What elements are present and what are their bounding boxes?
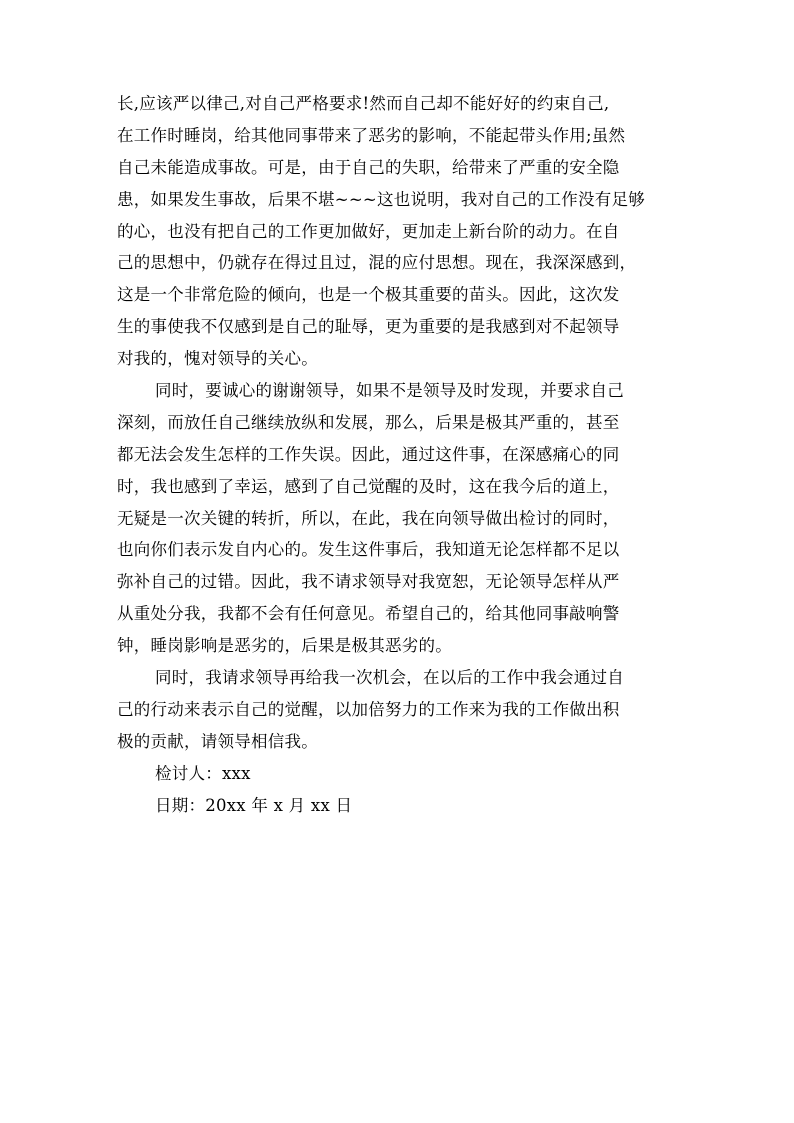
text-line: 弥补自己的过错。因此，我不请求领导对我宽恕，无论领导怎样从严 <box>117 572 620 592</box>
text-line: 极的贡献，请领导相信我。 <box>117 731 318 751</box>
paragraph-start-line: 同时，要诚心的谢谢领导，如果不是领导及时发现，并要求自己 <box>155 381 624 401</box>
text-line: 这是一个非常危险的倾向，也是一个极其重要的苗头。因此，这次发 <box>117 285 620 305</box>
text-line: 无疑是一次关键的转折，所以，在此，我在向领导做出检讨的同时， <box>117 508 620 528</box>
signature-line: 检讨人：xxx <box>155 763 251 783</box>
text-line: 从重处分我，我都不会有任何意见。希望自己的，给其他同事敲响警 <box>117 604 620 624</box>
text-line: 深刻，而放任自己继续放纵和发展，那么，后果是极其严重的，甚至 <box>117 412 620 432</box>
text-line: 生的事使我不仅感到是自己的耻辱，更为重要的是我感到对不起领导 <box>117 317 620 337</box>
text-line: 患，如果发生事故，后果不堪~~~这也说明，我对自己的工作没有足够 <box>117 189 645 209</box>
text-line: 自己未能造成事故。可是，由于自己的失职，给带来了严重的安全隐 <box>117 157 620 177</box>
paragraph-start-line: 同时，我请求领导再给我一次机会，在以后的工作中我会通过自 <box>155 668 624 688</box>
text-line: 的心，也没有把自己的工作更加做好，更加走上新台阶的动力。在自 <box>117 221 620 241</box>
text-line: 己的思想中，仍就存在得过且过，混的应付思想。现在，我深深感到， <box>117 253 637 273</box>
text-line: 时，我也感到了幸运，感到了自己觉醒的及时，这在我今后的道上， <box>117 476 620 496</box>
text-line: 也向你们表示发自内心的。发生这件事后，我知道无论怎样都不足以 <box>117 540 620 560</box>
text-line: 己的行动来表示自己的觉醒，以加倍努力的工作来为我的工作做出积 <box>117 699 620 719</box>
text-line: 对我的，愧对领导的关心。 <box>117 349 318 369</box>
text-line: 长,应该严以律己,对自己严格要求!然而自己却不能好好的约束自己, <box>117 94 610 113</box>
document-body <box>117 88 681 821</box>
text-line: 钟，睡岗影响是恶劣的，后果是极其恶劣的。 <box>117 636 452 656</box>
text-line: 在工作时睡岗，给其他同事带来了恶劣的影响，不能起带头作用;虽然 <box>117 125 626 145</box>
date-line: 日期：20xx 年 x 月 xx 日 <box>155 795 353 815</box>
text-line: 都无法会发生怎样的工作失误。因此，通过这件事，在深感痛心的同 <box>117 444 620 464</box>
